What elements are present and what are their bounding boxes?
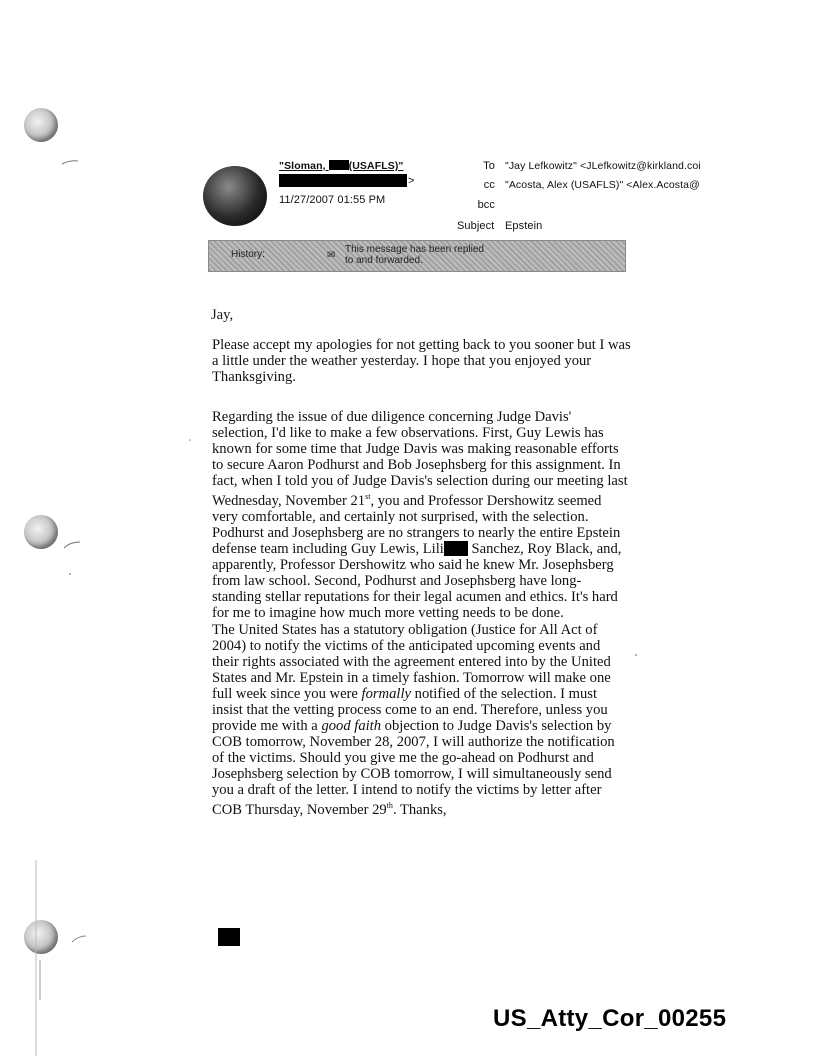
subject-label: Subject xyxy=(457,220,495,232)
redacted-name xyxy=(444,541,468,556)
sender-email-tail: > xyxy=(408,175,415,187)
paragraph-3: The United States has a statutory obligation (Justice for All Act of 2004) to notify the victims of the anticipated upcoming events and their rights associated with the agreement entered into by the United States and Mr. Epstein in a timely fashion. Tomorrow will make one full week since you were formally notified of the selection. I must insist that the vetting process come to an end. Therefore, unless you provide me with a good faith objection to Judge Davis's selection by COB tomorrow, November 28, 2007, I will authorize the notification of the victims. Should you give me the go-ahead on Podhurst and Josephsberg selection by COB tomorrow, I will simultaneously send you a draft of the letter. I intend to notify the victims by letter after COB Thursday, November 29th. Thanks, xyxy=(212,622,615,818)
to-value: "Jay Lefkowitz" <JLefkowitz@kirkland.coi xyxy=(505,160,701,172)
greeting: Jay, xyxy=(211,307,234,323)
ordinal-suffix: st xyxy=(365,492,371,501)
redacted-sender-email xyxy=(279,174,407,187)
reply-forward-icon: ✉ xyxy=(327,250,336,261)
bcc-label: bcc xyxy=(477,199,495,211)
bates-number: US_Atty_Cor_00255 xyxy=(493,1005,727,1032)
ordinal-suffix: th xyxy=(386,801,393,810)
paragraph-1: Please accept my apologies for not getting back to you sooner but I was a little under the weather yesterday. I hope that you enjoyed your Thanksgiving. xyxy=(212,337,631,385)
sender-avatar xyxy=(203,166,267,226)
to-label: To xyxy=(483,160,495,172)
redacted-signature xyxy=(218,928,240,946)
cc-label: cc xyxy=(483,179,495,191)
history-bar xyxy=(208,240,626,272)
emphasis-good-faith: good faith xyxy=(321,718,382,734)
paragraph-2: Regarding the issue of due diligence concerning Judge Davis' selection, I'd like to make a few observations. First, Guy Lewis has known for some time that Judge Davis was making reasonable efforts to secure Aaron Podhurst and Bob Josephsberg for this assignment. In fact, when I told you of Judge Davis's selection during our meeting last Wednesday, November 21st, you and Professor Dershowitz seemed very comfortable, and certainly not surprised, with the selection. Podhurst and Josephsberg are no strangers to nearly the entire Epstein defense team including Guy Lewis, Lili Sanchez, Roy Black, and, apparently, Professor Dershowitz who said he knew Mr. Josephsberg from law school. Second, Podhurst and Josephsberg have long-standing stellar reputations for their legal acumen and ethics. It's hard for me to imagine how much more vetting needs to be done. xyxy=(212,409,628,621)
cc-value: "Acosta, Alex (USAFLS)" <Alex.Acosta@ xyxy=(505,179,700,191)
history-message: This message has been replied to and forwarded. xyxy=(345,244,484,266)
emphasis-formally: formally xyxy=(361,686,411,702)
sender-name: "Sloman, (USAFLS)" xyxy=(279,160,404,172)
binder-hole-middle xyxy=(24,515,58,549)
sent-datetime: 11/27/2007 01:55 PM xyxy=(279,194,386,206)
subject-value: Epstein xyxy=(505,220,543,232)
history-label: History: xyxy=(231,249,265,260)
binder-hole-top xyxy=(24,108,58,142)
binder-hole-bottom xyxy=(24,920,58,954)
